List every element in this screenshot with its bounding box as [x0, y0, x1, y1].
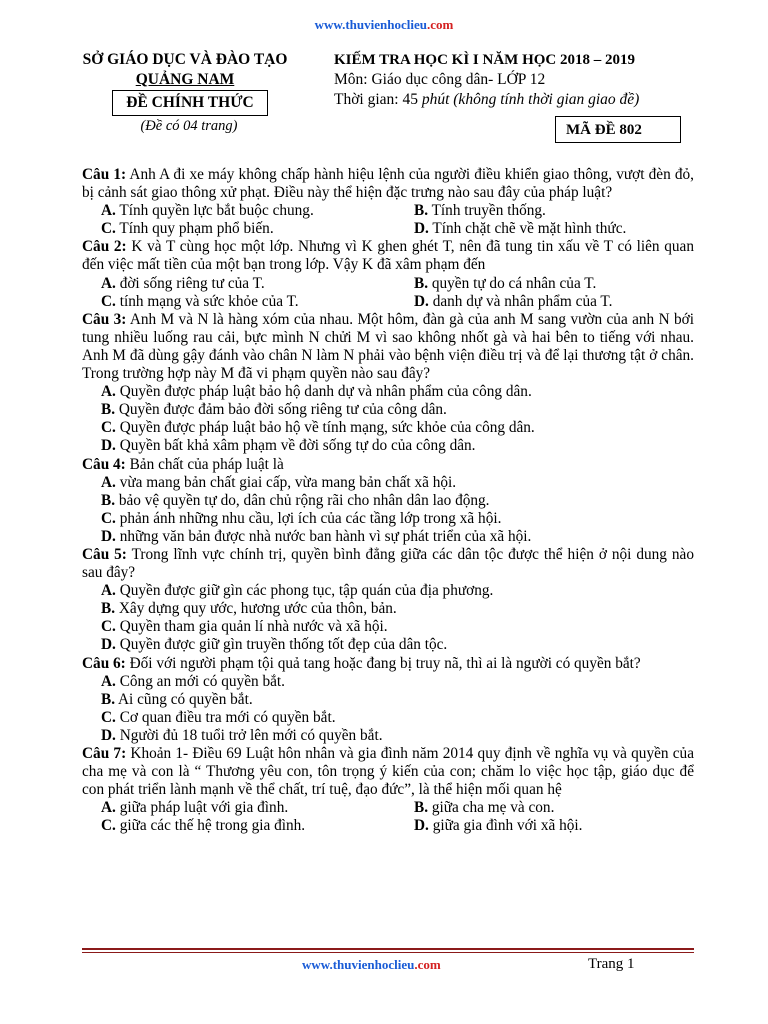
- answer-option: [82, 799, 394, 817]
- question-text: Anh A đi xe máy không chấp hành hiệu lệnh của người điều khiển giao thông, vượt đèn đỏ, bị cảnh sát giao thông xử phạt. Điều này thể hiện đặc trưng nào sau đây của pháp luật?: [82, 166, 694, 202]
- option-text: Quyền được pháp luật bảo hộ về tính mạng, sức khỏe của công dân.: [115, 419, 535, 437]
- department-name: SỞ GIÁO DỤC VÀ ĐÀO TẠO: [82, 51, 288, 68]
- footer-site-domain: .com: [414, 957, 441, 972]
- option-letter: D.: [414, 220, 429, 238]
- option-text: Ai cũng có quyền bắt.: [115, 690, 253, 708]
- option-text: giữa gia đình với xã hội.: [428, 817, 583, 835]
- question-5: [82, 546, 694, 655]
- option-letter: A.: [101, 383, 116, 401]
- exam-code-box: MÃ ĐỀ 802: [555, 116, 681, 143]
- option-text: Xây dựng quy ước, hương ước của thôn, bản.: [115, 600, 397, 618]
- option-text: Quyền được pháp luật bảo hộ danh dự và nhân phẩm của công dân.: [115, 383, 532, 401]
- option-letter: C.: [101, 817, 116, 835]
- option-text: Công an mới có quyền bắt.: [115, 672, 285, 690]
- answer-option: [82, 293, 394, 311]
- question-2: [82, 238, 694, 310]
- option-letter: B.: [414, 799, 429, 817]
- option-letter: C.: [101, 708, 116, 726]
- option-text: Tính quyền lực bắt buộc chung.: [115, 202, 314, 220]
- province-name: QUẢNG NAM: [135, 71, 235, 88]
- question-number: Câu 7:: [82, 745, 127, 762]
- exam-time-label: Thời gian: 45: [334, 91, 422, 108]
- answer-option: [82, 437, 694, 455]
- option-letter: B.: [101, 401, 116, 419]
- answer-option: [394, 293, 694, 311]
- option-letter: C.: [101, 220, 116, 238]
- site-name: www.thuvienhoclieu: [314, 17, 427, 32]
- option-text: đời sống riêng tư của T.: [115, 274, 265, 292]
- option-letter: A.: [101, 202, 116, 220]
- page-number: Trang 1: [588, 956, 635, 972]
- answer-option: [82, 709, 694, 727]
- question-text: Anh M và N là hàng xóm của nhau. Một hôm, đàn gà của anh M sang vườn của anh N bới tung nhiều luống rau cải, bực mình N chửi M vì sao không nhốt gà và hai bên to tiếng với nhau. Anh M đã dùng gậy đánh vào chân N làm N phải vào bệnh viện điều trị và để lại thương tật ở chân. Trong trường hợp này M đã vi phạm quyền nào sau đây?: [82, 310, 694, 383]
- footer-site-name: www.thuvienhoclieu: [302, 957, 415, 972]
- answer-option: [82, 817, 394, 835]
- exam-time-note: phút (không tính thời gian giao đề): [421, 91, 640, 108]
- option-text: những văn bản được nhà nước ban hành vì sự phát triển của xã hội.: [115, 527, 532, 545]
- department-header: [72, 50, 298, 90]
- answer-option: [394, 275, 694, 293]
- question-text: Khoản 1- Điều 69 Luật hôn nhân và gia đình năm 2014 quy định về nghĩa vụ và quyền của cha mẹ và con là “ Thương yêu con, tôn trọng ý kiến của con; chăm lo việc học tập, giáo dục để con phát triển lành mạnh về thể chất, trí tuệ, đạo đức”, là thể hiện mối quan hệ: [82, 745, 694, 799]
- option-letter: B.: [101, 600, 116, 618]
- option-letter: D.: [101, 636, 116, 654]
- question-text: Trong lĩnh vực chính trị, quyền bình đẳng giữa các dân tộc được thể hiện ở nội dung nào sau đây?: [82, 545, 694, 582]
- answer-option: [82, 600, 694, 618]
- answer-option: [82, 528, 694, 546]
- option-letter: D.: [414, 292, 429, 310]
- option-letter: A.: [101, 672, 116, 690]
- option-text: Quyền được giữ gìn truyền thống tốt đẹp của dân tộc.: [115, 636, 448, 654]
- question-stem: [82, 546, 694, 582]
- footer-site-link[interactable]: [302, 957, 441, 973]
- answer-option: [82, 673, 694, 691]
- question-number: Câu 2:: [82, 238, 127, 256]
- question-number: Câu 4:: [82, 455, 126, 473]
- answer-option: [82, 582, 694, 600]
- option-letter: A.: [101, 799, 116, 817]
- question-3: [82, 311, 694, 456]
- answer-option: [82, 492, 694, 510]
- option-row: [82, 220, 694, 238]
- answer-option: [82, 202, 394, 220]
- question-stem: [82, 745, 694, 799]
- option-text: Quyền được giữ gìn các phong tục, tập quán của địa phương.: [115, 582, 494, 600]
- question-number: Câu 5:: [82, 545, 127, 563]
- option-text: giữa pháp luật với gia đình.: [115, 799, 289, 817]
- option-letter: D.: [414, 817, 429, 835]
- answer-option: [82, 275, 394, 293]
- option-letter: C.: [101, 509, 116, 527]
- option-letter: D.: [101, 437, 116, 455]
- question-text: Đối với người phạm tội quả tang hoặc đang bị truy nã, thì ai là người có quyền bắt?: [125, 654, 641, 672]
- option-letter: C.: [101, 618, 116, 636]
- option-letter: B.: [101, 690, 116, 708]
- option-text: giữa các thế hệ trong gia đình.: [115, 817, 306, 835]
- option-text: Người đủ 18 tuổi trở lên mới có quyền bắt.: [115, 726, 383, 744]
- answer-option: [82, 727, 694, 745]
- option-text: Cơ quan điều tra mới có quyền bắt.: [115, 708, 336, 726]
- answer-option: [82, 401, 694, 419]
- option-letter: A.: [101, 582, 116, 600]
- question-number: Câu 1:: [82, 166, 127, 183]
- answer-option: [394, 817, 694, 835]
- option-row: [82, 202, 694, 220]
- exam-time: [334, 90, 734, 110]
- answer-option: [82, 220, 394, 238]
- option-letter: D.: [101, 527, 116, 545]
- answer-option: [82, 383, 694, 401]
- option-row: [82, 293, 694, 311]
- question-list: [82, 166, 694, 835]
- exam-header: [334, 50, 734, 110]
- official-exam-box: ĐỀ CHÍNH THỨC: [112, 90, 268, 116]
- option-text: Quyền bất khả xâm phạm về đời sống tự do của công dân.: [115, 437, 476, 455]
- answer-option: [394, 799, 694, 817]
- answer-option: [82, 510, 694, 528]
- answer-option: [394, 220, 694, 238]
- option-text: tính mạng và sức khỏe của T.: [115, 292, 299, 310]
- option-text: Quyền tham gia quản lí nhà nước và xã hội.: [115, 618, 388, 636]
- footer-rule-thin: [82, 952, 694, 953]
- question-stem: [82, 166, 694, 202]
- option-text: Tính chặt chẽ về mặt hình thức.: [428, 220, 627, 238]
- question-stem: [82, 311, 694, 383]
- option-row: [82, 817, 694, 835]
- question-text: K và T cùng học một lớp. Nhưng vì K ghen ghét T, nên đã tung tin xấu về T có liên quan đến việc mất tiền của một bạn trong lớp. Vậy K đã xâm phạm đến: [82, 238, 694, 274]
- option-letter: C.: [101, 292, 116, 310]
- option-text: Tính quy phạm phổ biến.: [115, 220, 274, 238]
- answer-option: [82, 419, 694, 437]
- question-6: [82, 655, 694, 745]
- option-letter: C.: [101, 419, 116, 437]
- option-text: bảo vệ quyền tự do, dân chủ rộng rãi cho nhân dân lao động.: [115, 491, 490, 509]
- option-letter: B.: [101, 491, 116, 509]
- option-letter: A.: [101, 473, 116, 491]
- question-number: Câu 3:: [82, 310, 127, 328]
- exam-subject: Môn: Giáo dục công dân- LỚP 12: [334, 71, 546, 88]
- question-stem: [82, 655, 694, 673]
- footer-rule: [82, 948, 694, 950]
- question-number: Câu 6:: [82, 654, 126, 672]
- question-stem: [82, 456, 694, 474]
- question-4: [82, 456, 694, 546]
- answer-option: [82, 691, 694, 709]
- option-text: phản ánh những nhu cầu, lợi ích của các tầng lớp trong xã hội.: [115, 509, 502, 527]
- option-letter: A.: [101, 274, 116, 292]
- option-letter: D.: [101, 726, 116, 744]
- option-row: [82, 799, 694, 817]
- option-text: quyền tự do cá nhân của T.: [428, 274, 597, 292]
- page-count-note: (Đề có 04 trang): [140, 118, 238, 134]
- top-site-link[interactable]: [0, 17, 768, 33]
- question-text: Bản chất của pháp luật là: [125, 455, 284, 473]
- question-stem: [82, 238, 694, 274]
- question-1: [82, 166, 694, 238]
- option-text: danh dự và nhân phẩm của T.: [428, 292, 613, 310]
- option-letter: B.: [414, 274, 429, 292]
- option-row: [82, 275, 694, 293]
- option-text: Tính truyền thống.: [428, 202, 546, 220]
- option-letter: B.: [414, 202, 429, 220]
- exam-title: KIẾM TRA HỌC KÌ I NĂM HỌC 2018 – 2019: [334, 52, 635, 68]
- option-text: vừa mang bản chất giai cấp, vừa mang bản chất xã hội.: [115, 473, 457, 491]
- option-text: Quyền được đảm bảo đời sống riêng tư của công dân.: [115, 401, 447, 419]
- answer-option: [82, 618, 694, 636]
- answer-option: [394, 202, 694, 220]
- answer-option: [82, 636, 694, 654]
- site-domain: .com: [426, 17, 454, 32]
- question-7: [82, 745, 694, 835]
- option-text: giữa cha mẹ và con.: [428, 799, 555, 817]
- answer-option: [82, 474, 694, 492]
